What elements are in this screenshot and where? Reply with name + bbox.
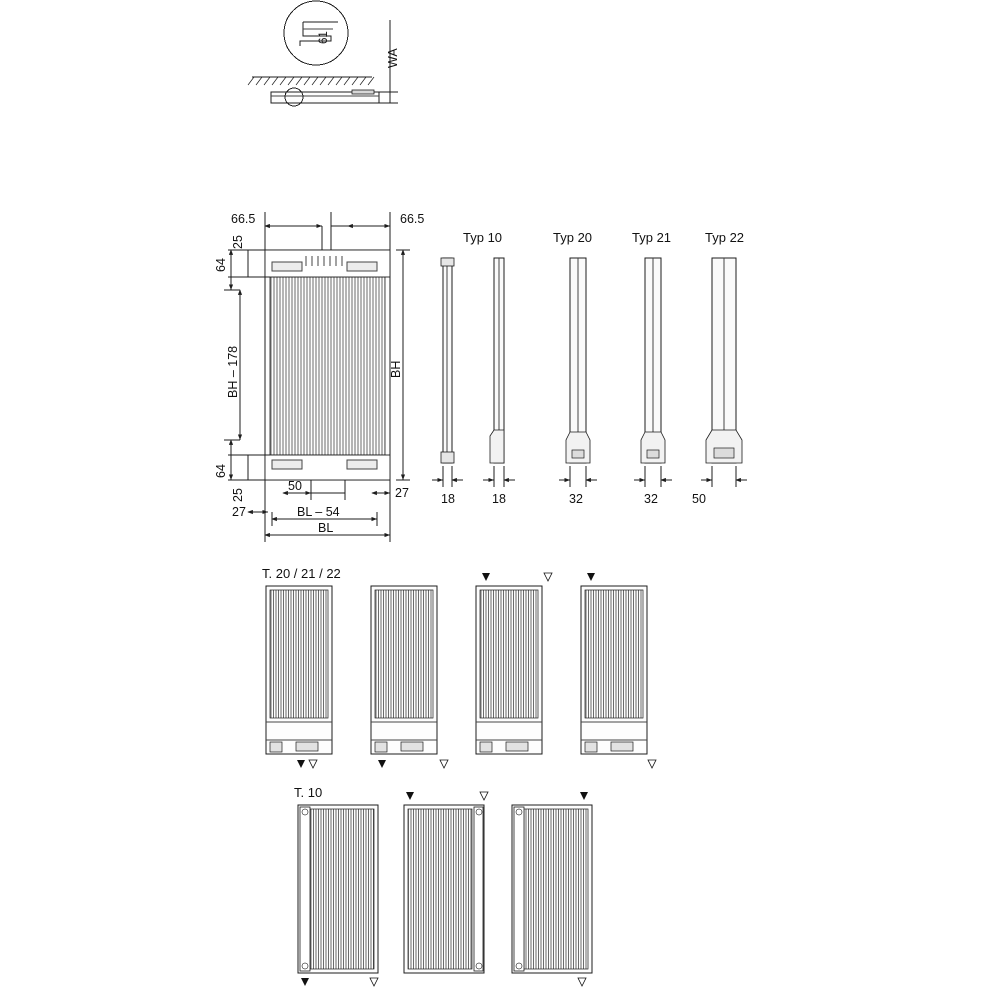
side-view-label-1: Typ 20: [553, 230, 593, 245]
dim-bottom-left-inner: 50: [288, 479, 302, 493]
dim-depth-2: 32: [569, 492, 583, 506]
mid-variant-4: [581, 573, 656, 768]
side-view-typ22: [692, 258, 747, 506]
group-bottom-label: T. 10: [294, 785, 323, 800]
dim-bottom-outer-left: 27: [232, 505, 246, 519]
dim-depth-0: 18: [441, 492, 455, 506]
dim-bottom-edge-to-bracket: 25: [231, 488, 245, 502]
dim-bracket-height-top: 64: [214, 258, 228, 272]
side-view-typ10-a: [432, 258, 463, 506]
dim-top-right-offset: 66.5: [400, 212, 425, 226]
mid-variant-1: [266, 586, 332, 768]
dim-depth-3: 32: [644, 492, 658, 506]
bottom-variant-3: [512, 792, 592, 986]
top-detail-wall-distance: [248, 1, 400, 106]
side-view-typ20: [559, 258, 597, 506]
dim-total-width: BL: [318, 521, 334, 535]
wall-distance-label: WA: [386, 48, 400, 68]
front-view: [214, 212, 424, 542]
side-view-label-0: Typ 10: [463, 230, 503, 245]
dim-bottom-right-inner: 27: [395, 486, 409, 500]
bottom-variant-1: [298, 805, 378, 986]
side-view-label-2: Typ 21: [632, 230, 672, 245]
dim-top-left-offset: 66.5: [231, 212, 256, 226]
dim-depth-4: 50: [692, 492, 706, 506]
dim-vertical-center: BH – 178: [226, 345, 240, 398]
dim-width-inner: BL – 54: [297, 505, 340, 519]
dim-bracket-height-bottom: 64: [214, 464, 228, 478]
side-view-typ21: [634, 258, 672, 506]
mid-variant-2: [371, 586, 448, 768]
dim-total-height: BH: [389, 360, 403, 378]
bottom-variant-2: [404, 792, 488, 973]
dim-top-edge-to-bracket: 25: [231, 235, 245, 249]
side-view-typ10-b: [483, 258, 515, 506]
group-mid-label: T. 20 / 21 / 22: [262, 566, 341, 581]
mid-variant-3: [476, 573, 552, 754]
side-view-label-3: Typ 22: [705, 230, 745, 245]
dim-depth-1: 18: [492, 492, 506, 506]
detail-callout-label: 61: [318, 31, 330, 44]
